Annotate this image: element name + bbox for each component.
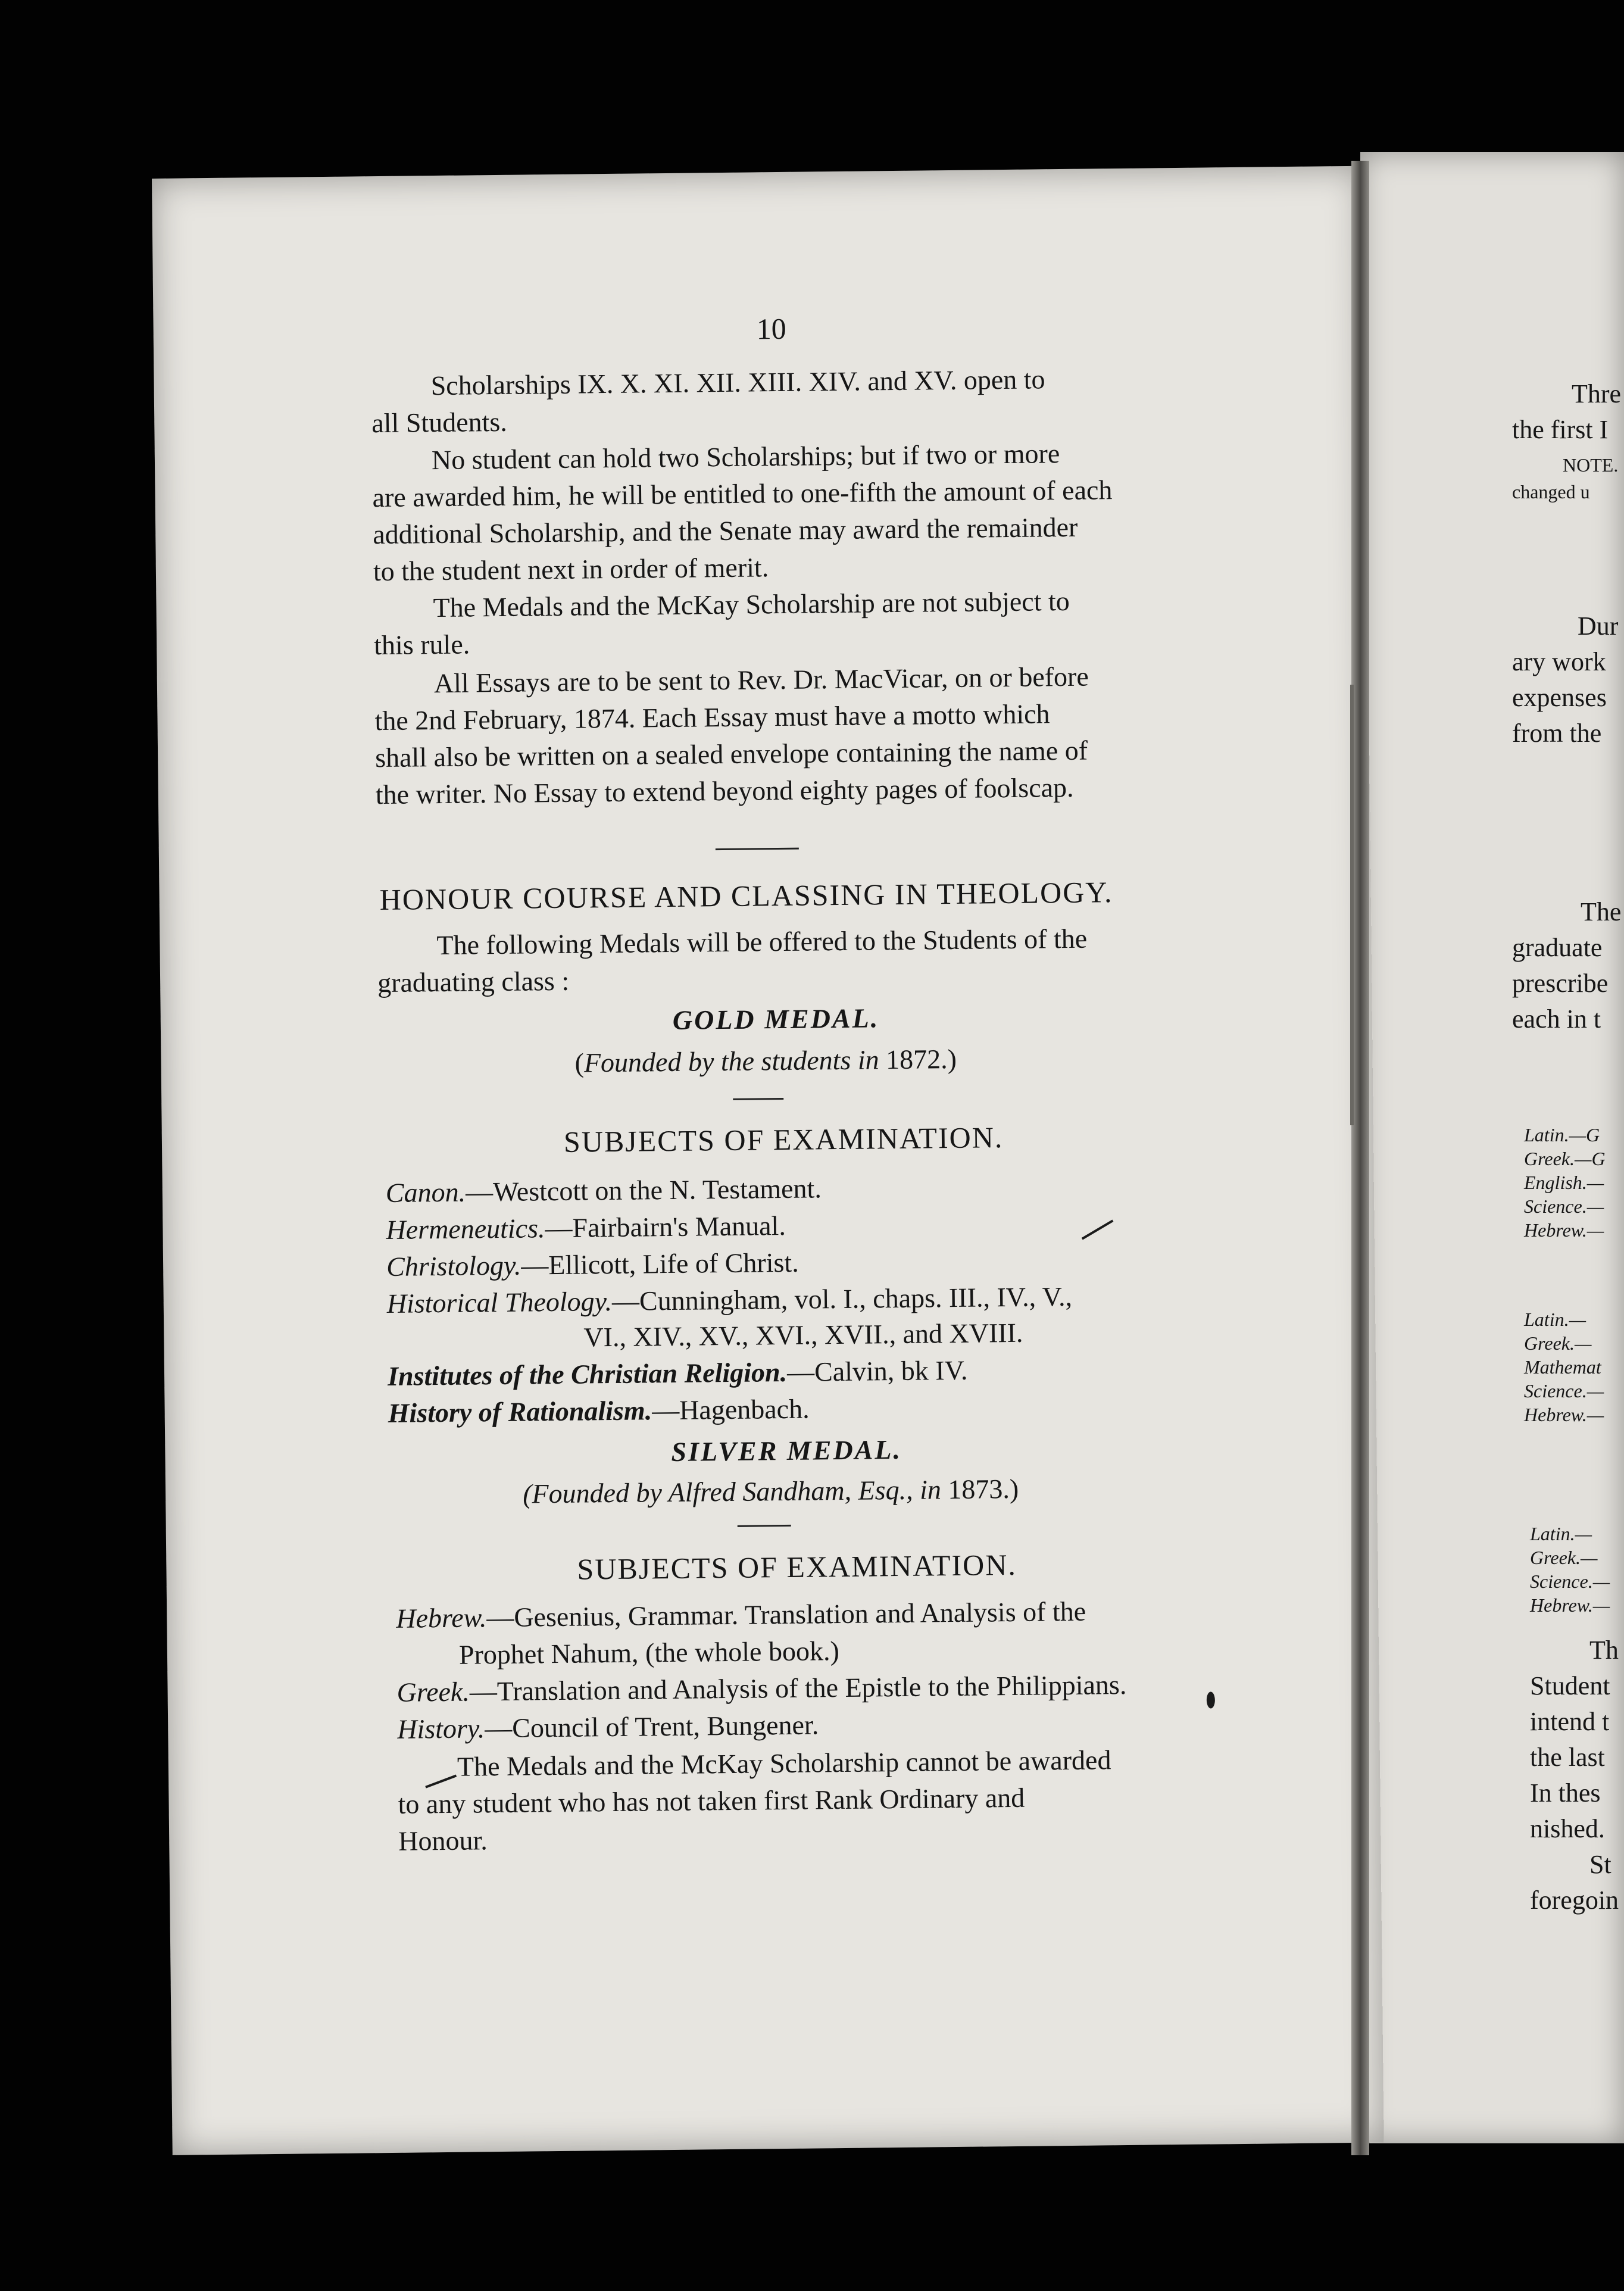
facing-line: intend t [1530,1707,1610,1736]
paragraph-line: all Students. [371,406,508,439]
ink-stroke [1082,1219,1114,1240]
facing-line: The [1581,897,1622,926]
facing-subject: Science.— [1524,1196,1604,1217]
facing-line: expenses [1512,683,1607,712]
facing-subject: Mathemat [1524,1356,1601,1378]
facing-subject: Greek.— [1530,1547,1598,1568]
facing-line: ary work [1512,647,1606,676]
ink-speck [1207,1691,1215,1708]
subjects-heading: SUBJECTS OF EXAMINATION. [577,1547,1017,1586]
paragraph-line: to any student who has not taken first Rank Ordinary and [398,1782,1025,1819]
facing-subject: Hebrew.— [1524,1404,1604,1425]
paragraph-line: are awarded him, he will be entitled to one-fifth the amount of each [372,475,1113,513]
paragraph-line: The Medals and the McKay Scholarship cannot be awarded [457,1744,1111,1782]
main-page [152,166,1384,2155]
facing-line: each in t [1512,1004,1601,1034]
facing-line: Student [1530,1671,1610,1700]
facing-note-text: changed u [1512,481,1590,502]
book-gutter [1351,161,1369,2155]
facing-subject: Science.— [1530,1571,1610,1592]
binding-thread [1350,685,1354,1125]
facing-subject: Greek.— [1524,1332,1592,1354]
subject-line: Canon.—Westcott on the N. Testament. [385,1173,822,1208]
subject-line-cont: Prophet Nahum, (the whole book.) [458,1635,840,1670]
ink-stroke [425,1775,457,1789]
paragraph-line: All Essays are to be sent to Rev. Dr. MacVicar, on or before [433,661,1089,699]
facing-line: In thes [1530,1778,1601,1808]
facing-line: Dur [1578,611,1619,641]
facing-line: Th [1589,1635,1619,1665]
paragraph-line: Honour. [398,1825,488,1856]
paragraph-line: additional Scholarship, and the Senate may award the remainder [373,511,1078,550]
paragraph-line: shall also be written on a sealed envelope containing the name of [374,735,1088,773]
facing-line: nished. [1530,1814,1605,1843]
silver-medal-founded: (Founded by Alfred Sandham, Esq., in 1873.) [522,1473,1019,1509]
facing-line: Thre [1572,379,1622,408]
section-divider [733,1098,783,1100]
facing-page [1360,152,1624,2143]
facing-line: St [1589,1850,1611,1879]
subject-line: Institutes of the Christian Religion.—Calvin, bk IV. [387,1354,968,1391]
page-number: 10 [756,311,786,346]
facing-subject: Greek.—G [1524,1148,1606,1169]
section-heading: HONOUR COURSE AND CLASSING IN THEOLOGY. [379,875,1113,917]
paragraph-line: The following Medals will be offered to the Students of the [436,923,1088,961]
facing-line: graduate [1512,933,1603,962]
facing-subject: Hebrew.— [1524,1219,1604,1241]
paragraph-line: to the student next in order of merit. [373,552,769,587]
subjects-heading: SUBJECTS OF EXAMINATION. [563,1120,1004,1159]
facing-subject: Hebrew.— [1530,1594,1610,1616]
subject-line: History of Rationalism.—Hagenbach. [388,1393,810,1428]
paragraph-line: the 2nd February, 1874. Each Essay must have a motto which [374,698,1050,736]
facing-line: foregoin [1530,1886,1619,1915]
facing-subject: Latin.— [1524,1309,1586,1330]
subject-line: Greek.—Translation and Analysis of the Epistle to the Philippians. [396,1669,1127,1708]
paragraph-line: the writer. No Essay to extend beyond eighty pages of foolscap. [375,772,1074,810]
facing-subject: Latin.—G [1524,1124,1600,1146]
section-divider [716,848,799,850]
facing-line: the first I [1512,415,1609,444]
facing-line: from the [1512,719,1602,748]
subject-line: History.—Council of Trent, Bungener. [397,1709,819,1744]
gold-medal-founded: (Founded by the students in 1872.) [574,1043,957,1078]
subject-line: Hebrew.—Gesenius, Grammar. Translation and Analysis of the [396,1596,1086,1634]
paragraph-line: No student can hold two Scholarships; but if two or more [431,438,1060,476]
gold-medal-title: GOLD MEDAL. [672,1003,880,1035]
silver-medal-title: SILVER MEDAL. [671,1434,902,1467]
subject-line: Historical Theology.—Cunningham, vol. I., chaps. III., IV., V., [386,1281,1073,1319]
facing-subject: Science.— [1524,1380,1604,1402]
facing-line: prescribe [1512,969,1609,998]
subject-line-cont: VI., XIV., XV., XVI., XVII., and XVIII. [583,1317,1023,1353]
paragraph-line: graduating class : [377,965,570,998]
facing-note-label: NOTE. [1563,454,1619,476]
subject-line: Hermeneutics.—Fairbairn's Manual. [386,1210,786,1245]
paragraph-line: this rule. [373,629,470,661]
facing-line: the last [1530,1743,1605,1772]
facing-subject: English.— [1524,1172,1604,1193]
facing-subject: Latin.— [1530,1523,1592,1544]
paragraph-line: The Medals and the McKay Scholarship are not subject to [433,585,1070,623]
section-divider [738,1525,791,1527]
paragraph-line: Scholarships IX. X. XI. XII. XIII. XIV. and XV. open to [430,364,1045,401]
subject-line: Christology.—Ellicott, Life of Christ. [386,1247,799,1282]
